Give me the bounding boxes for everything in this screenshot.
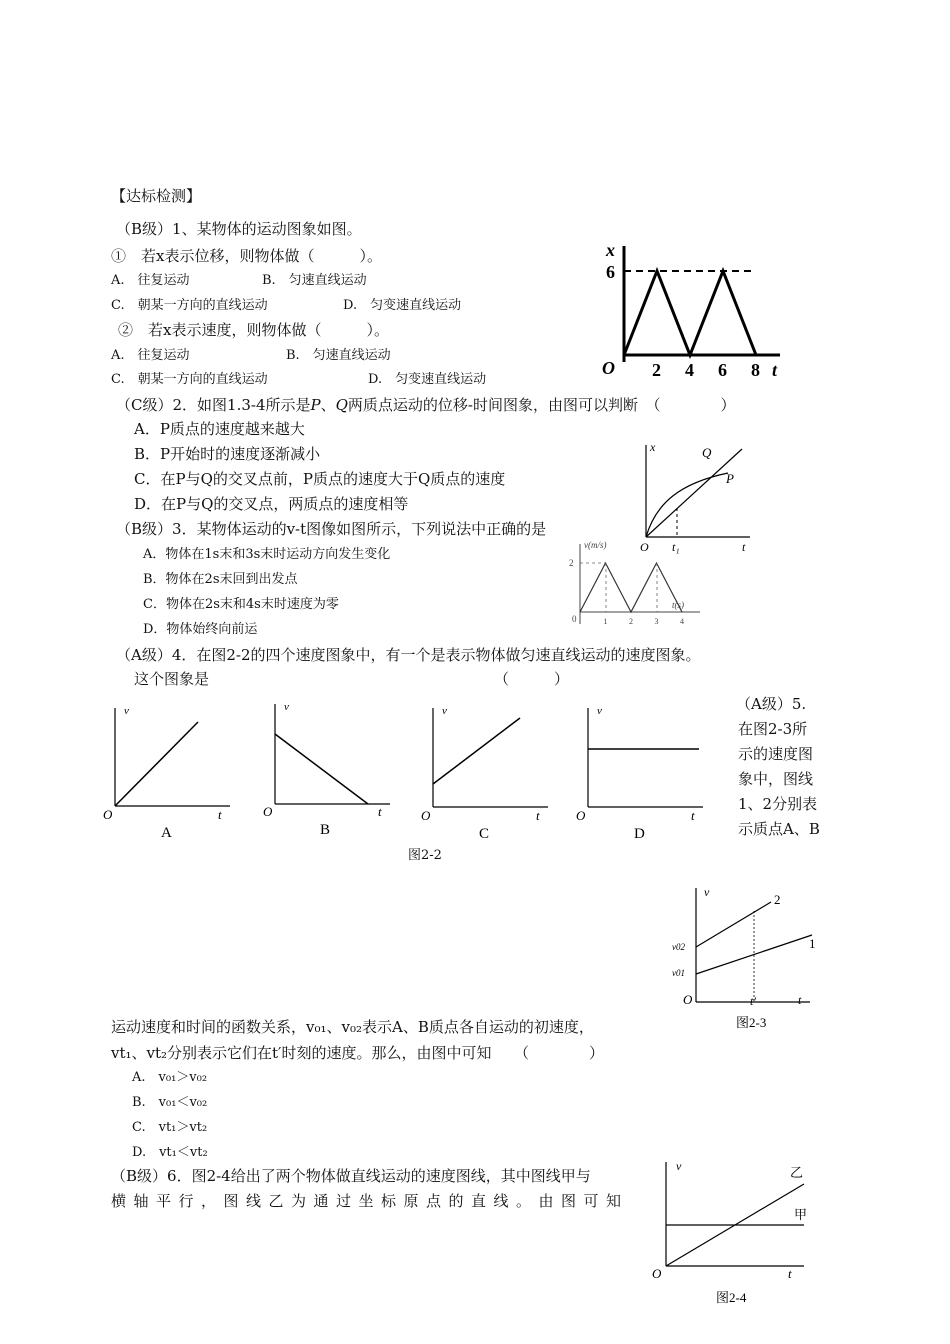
q2-origin: O [640, 540, 649, 554]
q3-t-label: t(s) [672, 600, 684, 610]
q3-option-b: B．物体在2s末回到出发点 [143, 572, 298, 587]
q4c-option-label: C [479, 826, 490, 842]
q1-position-line [624, 271, 756, 355]
q1-x-tick: 8 [751, 360, 760, 380]
q4-graph-a [100, 700, 240, 845]
q3-y-tick: 2 [569, 558, 574, 568]
q1-sub2-option-c: C. 朝某一方向的直线运动 [111, 372, 268, 387]
q2-option-d: D．在P与Q的交叉点，两质点的速度相等 [134, 495, 409, 513]
q5-line2-label: 2 [774, 892, 781, 907]
q6-line-2: 横轴平行，图线乙为通过坐标原点的直线。由图可知 [111, 1192, 629, 1210]
q5-option-c: C. vt₁＞vt₂ [132, 1120, 208, 1135]
q6-v-label: v [676, 1159, 682, 1173]
q4a-v-label: v [124, 705, 129, 717]
q2-curve-p [646, 473, 728, 537]
q3-stem: （B级）3．某物体运动的v-t图像如图所示，下列说法中正确的是 [116, 520, 547, 538]
q3-graph [560, 536, 710, 636]
q6-origin: O [652, 1266, 662, 1281]
q1-graph [600, 240, 790, 380]
q1-sub2-option-b: B. 匀速直线运动 [286, 348, 391, 363]
q4-caption: 图2-2 [408, 848, 442, 863]
q1-sub2-option-a: A. 往复运动 [111, 348, 190, 363]
q1-stem: （B级）1、某物体的运动图象如图。 [116, 220, 362, 238]
q4d-origin: O [576, 808, 586, 823]
q1-sub1-option-c: C. 朝某一方向的直线运动 [111, 298, 268, 313]
q6-jia-label: 甲 [794, 1207, 808, 1222]
q4c-line [433, 718, 520, 784]
q4b-t-label: t [378, 804, 382, 819]
q4b-option-label: B [320, 822, 331, 838]
q5-caption: 图2-3 [736, 1015, 767, 1030]
q1-sub1-option-b: B. 匀速直线运动 [262, 273, 367, 288]
q4a-line [115, 722, 198, 806]
q4-graph-b [260, 696, 400, 841]
q5-tprime-label: t′ [750, 994, 756, 1008]
q1-sub1: ① 若x表示位移，则物体做（ ）。 [111, 247, 382, 265]
q4c-origin: O [421, 808, 431, 823]
q2-stem-p: P [310, 396, 321, 414]
q5-body-1: 运动速度和时间的函数关系，v₀₁、v₀₂表示A、B质点各自运动的初速度， [111, 1018, 594, 1036]
q4d-option-label: D [634, 826, 645, 842]
q4-graph-c [418, 700, 558, 845]
q5-side-line: 在图2-3所 [738, 720, 808, 738]
q2-t-label: t [742, 540, 746, 554]
q6-caption: 图2-4 [716, 1290, 747, 1305]
q4-stem2: 这个图象是 [134, 670, 210, 688]
q5-option-a: A. v₀₁＞v₀₂ [132, 1070, 208, 1085]
q5-graph [668, 880, 828, 1030]
q4a-origin: O [103, 807, 113, 822]
q6-line-1: （B级）6．图2-4给出了两个物体做直线运动的速度图线，其中图线甲与 [111, 1167, 591, 1185]
q5-v01-label: v01 [672, 968, 685, 978]
q6-t-label: t [788, 1266, 792, 1281]
q2-y-label: x [650, 440, 656, 454]
q1-sub2: ② 若x表示速度，则物体做（ ）。 [118, 321, 389, 339]
q5-option-b: B. v₀₁＜v₀₂ [132, 1095, 208, 1110]
q1-y-label: x [606, 240, 615, 260]
q4d-v-label: v [597, 705, 602, 717]
q1-x-tick: 4 [685, 360, 694, 380]
q2-option-b: B．P开始时的速度逐渐减小 [134, 445, 321, 463]
q4a-t-label: t [218, 807, 222, 822]
q4b-line [275, 734, 368, 804]
q4c-v-label: v [442, 705, 447, 717]
q5-side-line: （A级）5. [736, 695, 807, 713]
q3-x-tick: 3 [654, 617, 659, 626]
q1-t-label: t [772, 360, 778, 380]
q4-graph-d [573, 700, 713, 845]
q1-sub2-option-d: D. 匀变速直线运动 [368, 372, 487, 387]
q1-x-tick: 2 [652, 360, 661, 380]
q2-line-q [646, 449, 742, 537]
q4b-origin: O [263, 804, 273, 819]
q6-yi-label: 乙 [790, 1165, 804, 1180]
q1-sub1-option-d: D. 匀变速直线运动 [343, 298, 462, 313]
q3-velocity-line [580, 563, 682, 612]
q1-origin: O [602, 358, 615, 378]
q5-line1-label: 1 [809, 936, 816, 951]
q5-v-label: v [704, 885, 710, 899]
q2-label-q: Q [702, 445, 712, 460]
q2-t1-label: t₁ [672, 540, 680, 554]
q4c-t-label: t [536, 808, 540, 823]
q3-x-tick: 1 [603, 617, 608, 626]
q5-origin: O [683, 992, 693, 1007]
q1-sub1-option-a: A. 往复运动 [111, 273, 190, 288]
q1-y-tick: 6 [606, 262, 615, 282]
q3-option-c: C．物体在2s末和4s末时速度为零 [143, 597, 339, 612]
q5-v02-label: v02 [672, 942, 685, 952]
q4b-v-label: v [284, 701, 289, 713]
q2-stem-q: Q [335, 396, 348, 414]
q3-x-tick: 2 [629, 617, 633, 626]
q4a-option-label: A [161, 825, 172, 841]
q3-origin: 0 [572, 614, 577, 624]
q2-stem-c: 两质点运动的位移-时间图象，由图可以判断 （ ） [347, 396, 736, 414]
q2-label-p: P [726, 471, 734, 486]
section-title: 【达标检测】 [111, 187, 202, 205]
q5-side-line: 示质点A、B [738, 820, 820, 838]
q3-option-d: D．物体始终向前运 [143, 622, 258, 637]
q4-stem: （A级）4．在图2-2的四个速度图象中，有一个是表示物体做匀速直线运动的速度图象。 [116, 646, 701, 664]
q3-option-a: A．物体在1s末和3s末时运动方向发生变化 [143, 547, 391, 562]
q2-option-a: A．P质点的速度越来越大 [134, 420, 305, 438]
q3-x-tick: 4 [680, 617, 684, 626]
q1-x-tick: 6 [718, 360, 727, 380]
q6-graph [648, 1156, 818, 1311]
q5-side-line: 象中，图线 [738, 770, 814, 788]
q3-v-label: v(m/s) [584, 540, 607, 550]
q2-stem-a: （C级）2．如图1.3-4所示是 [116, 396, 311, 414]
q2-stem [116, 395, 736, 415]
q4-answer-bracket: （ ） [494, 670, 570, 688]
q2-option-c: C．在P与Q的交叉点前，P质点的速度大于Q质点的速度 [134, 470, 506, 488]
q5-body-2: vt₁、vt₂分别表示它们在t′时刻的速度。那么，由图中可知 （ ） [111, 1044, 604, 1062]
q5-line-2 [696, 902, 771, 947]
q5-side-line: 示的速度图 [738, 745, 814, 763]
q2-stem-b: 、 [320, 396, 336, 414]
q5-t-label: t [798, 993, 802, 1007]
q5-side-line: 1、2分别表 [738, 795, 818, 813]
q5-option-d: D. vt₁＜vt₂ [132, 1145, 208, 1160]
q4d-t-label: t [691, 808, 695, 823]
